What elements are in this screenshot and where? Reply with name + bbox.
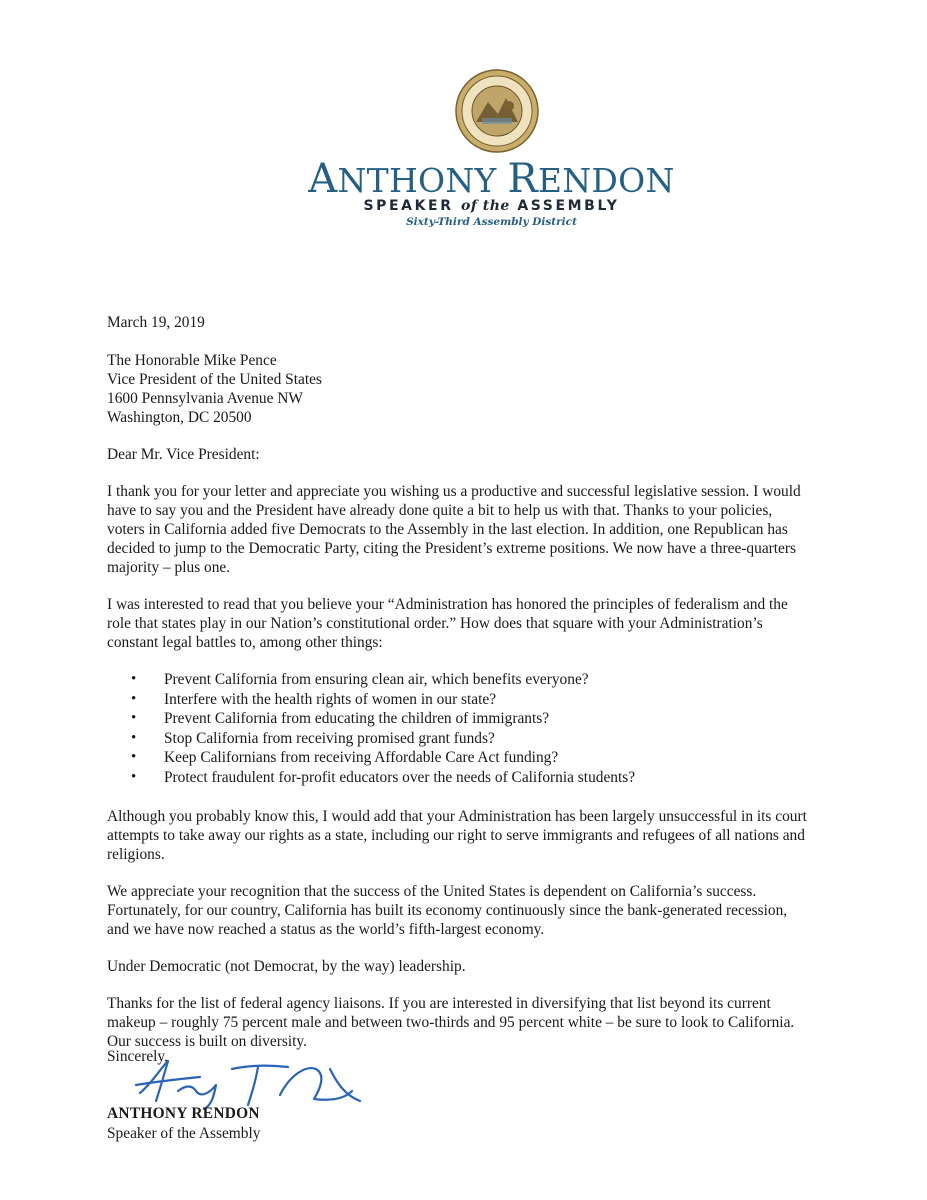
- letterhead-name: ANTHONY RENDON: [308, 156, 675, 202]
- paragraph: We appreciate your recognition that the success of the United States is dependent on California’s success. Fortunately, for our country, California has built its economy continuously since the bank-generated recession, and we have now reached a status as the world’s fifth-largest economy.: [107, 883, 788, 938]
- bullet-item: • Stop California from receiving promised grant funds?: [107, 729, 807, 749]
- bullet-item: • Prevent California from educating the children of immigrants?: [107, 709, 807, 729]
- address-line: Washington, DC 20500: [107, 409, 252, 426]
- letter-date: March 19, 2019: [107, 314, 205, 331]
- paragraph: Thanks for the list of federal agency liaisons. If you are interested in diversifying that list beyond its current makeup – roughly 75 percent male and between two-thirds and 95 percent white – be sure to look to California. Our success is built on diversity.: [107, 995, 795, 1050]
- signer-name: ANTHONY RENDON: [107, 1105, 260, 1122]
- handwritten-signature: [130, 1055, 370, 1111]
- state-seal-logo: [454, 68, 540, 154]
- letter-body: [107, 313, 807, 1069]
- bullet-item: • Prevent California from ensuring clean air, which benefits everyone?: [107, 670, 807, 690]
- bullet-item: • Interfere with the health rights of women in our state?: [107, 690, 807, 710]
- recipient-address: [107, 351, 807, 427]
- bullet-item: • Keep Californians from receiving Affordable Care Act funding?: [107, 748, 807, 768]
- bullet-item: • Protect fraudulent for-profit educators over the needs of California students?: [107, 768, 807, 788]
- address-line: The Honorable Mike Pence: [107, 352, 277, 369]
- signer-title: Speaker of the Assembly: [107, 1125, 261, 1142]
- salutation: Dear Mr. Vice President:: [107, 446, 260, 463]
- closing: Sincerely,: [107, 1048, 168, 1065]
- bullet-list: [107, 670, 807, 787]
- paragraph: I was interested to read that you believe your “Administration has honored the principles of federalism and the role that states play in our Nation’s constitutional order.” How does that square with your Administration’s constant legal battles to, among other things:: [107, 596, 788, 651]
- letterhead-district: Sixty-Third Assembly District: [406, 216, 577, 228]
- address-line: Vice President of the United States: [107, 371, 322, 388]
- paragraph: Although you probably know this, I would add that your Administration has been largely unsuccessful in its court attempts to take away our rights as a state, including our right to serve immigrants and refugees of all nations and religions.: [107, 808, 807, 863]
- letterhead-title: SPEAKER of the ASSEMBLY: [363, 198, 620, 214]
- address-line: 1600 Pennsylvania Avenue NW: [107, 390, 303, 407]
- paragraph: Under Democratic (not Democrat, by the way) leadership.: [107, 958, 466, 975]
- paragraph: I thank you for your letter and appreciate you wishing us a productive and successful legislative session. I would have to say you and the President have already done quite a bit to help us with that. Thanks to your policies, voters in California added five Democrats to the Assembly in the last election. In addition, one Republican has decided to jump to the Democratic Party, citing the President’s extreme positions. We now have a three-quarters majority – plus one.: [107, 483, 801, 576]
